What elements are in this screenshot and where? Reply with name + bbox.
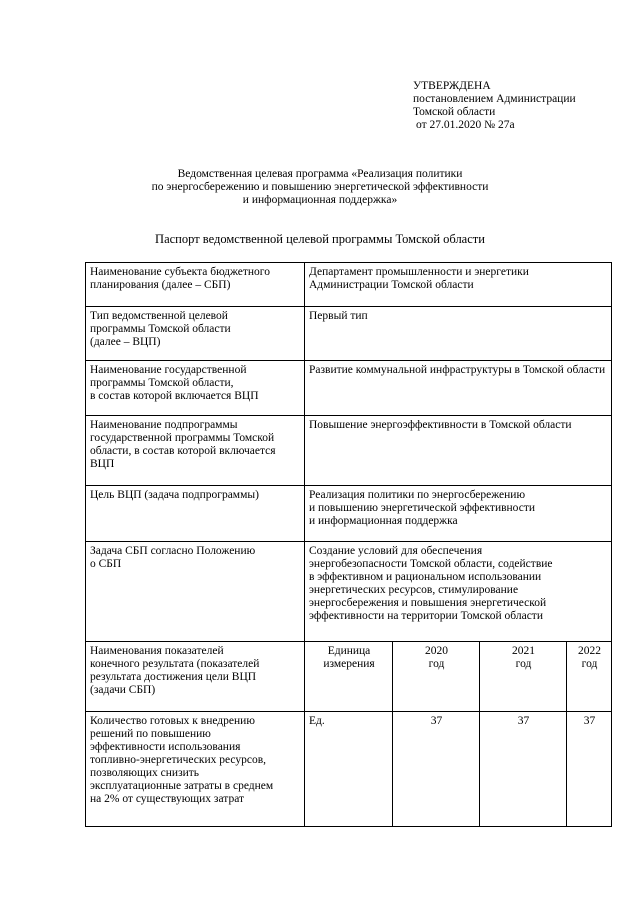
indicator-label: Количество готовых к внедрению решений по повышению эффективности использования топливно-энергетических ресурсов, позволяющих снизить эксплуатационные затраты в среднем на 2% от существующих затрат [86,712,305,827]
row-label: Наименование государственной программы Томской области, в состав которой включается ВЦП [86,361,305,416]
year-header: 2022 год [567,642,612,712]
passport-table [85,262,612,827]
approval-date: от 27.01.2020 № 27а [416,119,515,131]
approval-title: УТВЕРЖДЕНА [413,80,491,92]
title-line: по энергосбережению и повышению энергетической эффективности [151,181,489,193]
unit-header: Единица измерения [305,642,393,712]
row-label: Наименование подпрограммы государственной программы Томской области, в состав которой включается ВЦП [86,416,305,486]
year-header: 2021 год [480,642,567,712]
row-value: Повышение энергоэффективности в Томской области [305,416,612,486]
indicator-value: 37 [480,712,567,827]
indicator-value: 37 [393,712,480,827]
row-label: Тип ведомственной целевой программы Томской области (далее – ВЦП) [86,307,305,361]
row-value: Первый тип [305,307,612,361]
table-row [86,416,612,486]
row-value: Создание условий для обеспечения энергобезопасности Томской области, содействие в эффективном и рациональном использовании энергетических ресурсов, стимулирование энергосбережения и повышения энергетической эффективности на территории Томской области [305,542,612,642]
table-row [86,307,612,361]
title-line: Ведомственная целевая программа «Реализация политики [177,168,463,180]
row-value: Развитие коммунальной инфраструктуры в Томской области [305,361,612,416]
approval-stamp [413,80,628,132]
title-line: и информационная поддержка» [242,194,398,206]
table-row [86,542,612,642]
indicators-label-header: Наименования показателей конечного результата (показателей результата достижения цели ВЦП (задачи СБП) [86,642,305,712]
year-header: 2020 год [393,642,480,712]
row-label: Задача СБП согласно Положению о СБП [86,542,305,642]
indicator-value: 37 [567,712,612,827]
indicator-unit: Ед. [305,712,393,827]
approval-line: Томской области [413,106,496,118]
table-row [86,361,612,416]
table-row [86,263,612,307]
row-label: Наименование субъекта бюджетного планирования (далее – СБП) [86,263,305,307]
indicators-header-row [86,642,612,712]
indicator-row [86,712,612,827]
row-label: Цель ВЦП (задача подпрограммы) [86,486,305,542]
approval-line: постановлением Администрации [413,93,576,105]
row-value: Департамент промышленности и энергетики Администрации Томской области [305,263,612,307]
passport-heading: Паспорт ведомственной целевой программы Томской области [155,232,485,246]
row-value: Реализация политики по энергосбережению и повышению энергетической эффективности и информационная поддержка [305,486,612,542]
table-row [86,486,612,542]
document-title [0,168,640,207]
